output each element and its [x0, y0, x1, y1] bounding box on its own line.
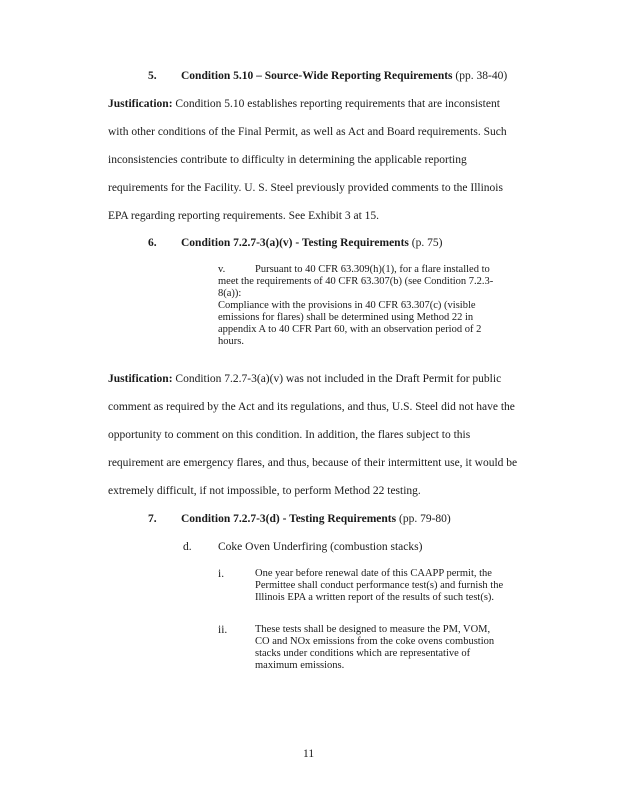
- item-line: Permittee shall conduct performance test(s) and furnish the: [255, 580, 504, 591]
- quote-line: appendix A to 40 CFR Part 60, with an observation period of 2: [218, 324, 482, 335]
- section-6-justification-label: Justification:: [108, 373, 173, 385]
- section-7-number: 7.: [148, 513, 157, 525]
- quote-marker: v.: [218, 264, 226, 275]
- section-6-text-line: opportunity to comment on this condition. In addition, the flares subject to this: [108, 429, 471, 441]
- section-5-justification-line: [108, 98, 500, 111]
- item-line: Illinois EPA a written report of the results of such test(s).: [255, 592, 495, 603]
- quote-line: Compliance with the provisions in 40 CFR 63.307(c) (visible: [218, 300, 476, 311]
- page-number: 11: [303, 748, 315, 760]
- section-5-pages: (pp. 38-40): [452, 70, 508, 82]
- item-line: CO and NOx emissions from the coke ovens combustion: [255, 636, 495, 647]
- section-6-text-line: extremely difficult, if not impossible, to perform Method 22 testing.: [108, 485, 421, 497]
- section-5-heading-line: [181, 70, 507, 83]
- quote-line: meet the requirements of 40 CFR 63.307(b) (see Condition 7.2.3-: [218, 276, 494, 287]
- section-6-text-line: requirement are emergency flares, and thus, because of their intermittent use, it would be: [108, 457, 518, 469]
- item-line: stacks under conditions which are representative of: [255, 648, 471, 659]
- section-5-number: 5.: [148, 70, 157, 82]
- subsection-title: Coke Oven Underfiring (combustion stacks): [218, 541, 423, 553]
- section-5-justification-label: Justification:: [108, 98, 173, 110]
- section-6-pages: (p. 75): [408, 237, 443, 249]
- subsection-marker: d.: [183, 541, 192, 553]
- section-7-heading: Condition 7.2.7-3(d) - Testing Requirements: [181, 513, 397, 525]
- item-marker: ii.: [218, 624, 228, 636]
- item-marker: i.: [218, 568, 225, 580]
- quote-line: Pursuant to 40 CFR 63.309(h)(1), for a flare installed to: [255, 264, 490, 275]
- section-5-text-line: requirements for the Facility. U. S. Steel previously provided comments to the Illinois: [108, 182, 503, 194]
- section-5-text-line: with other conditions of the Final Permit, as well as Act and Board requirements. Such: [108, 126, 507, 138]
- section-6-number: 6.: [148, 237, 157, 249]
- quote-line: 8(a)):: [218, 288, 242, 299]
- quote-line: hours.: [218, 336, 244, 347]
- section-6-heading-line: [181, 237, 442, 250]
- section-5-text-line: EPA regarding reporting requirements. See Exhibit 3 at 15.: [108, 210, 380, 222]
- section-6-heading: Condition 7.2.7-3(a)(v) - Testing Requirements: [181, 237, 409, 249]
- item-line: maximum emissions.: [255, 660, 345, 671]
- section-5-heading: Condition 5.10 – Source-Wide Reporting Requirements: [181, 70, 453, 82]
- section-7-heading-line: [181, 513, 451, 526]
- section-5-text-line: inconsistencies contribute to difficulty in determining the applicable reporting: [108, 154, 467, 166]
- section-6-text-line: comment as required by the Act and its regulations, and thus, U.S. Steel did not have the: [108, 401, 515, 413]
- quote-line: emissions for flares) shall be determined using Method 22 in: [218, 312, 474, 323]
- section-6-text-line: Condition 7.2.7-3(a)(v) was not included in the Draft Permit for public: [172, 373, 502, 385]
- section-5-text-line: Condition 5.10 establishes reporting requirements that are inconsistent: [172, 98, 500, 110]
- section-6-justification-line: [108, 373, 501, 386]
- item-line: One year before renewal date of this CAAPP permit, the: [255, 568, 492, 579]
- section-7-pages: (pp. 79-80): [396, 513, 451, 525]
- item-line: These tests shall be designed to measure the PM, VOM,: [255, 624, 491, 635]
